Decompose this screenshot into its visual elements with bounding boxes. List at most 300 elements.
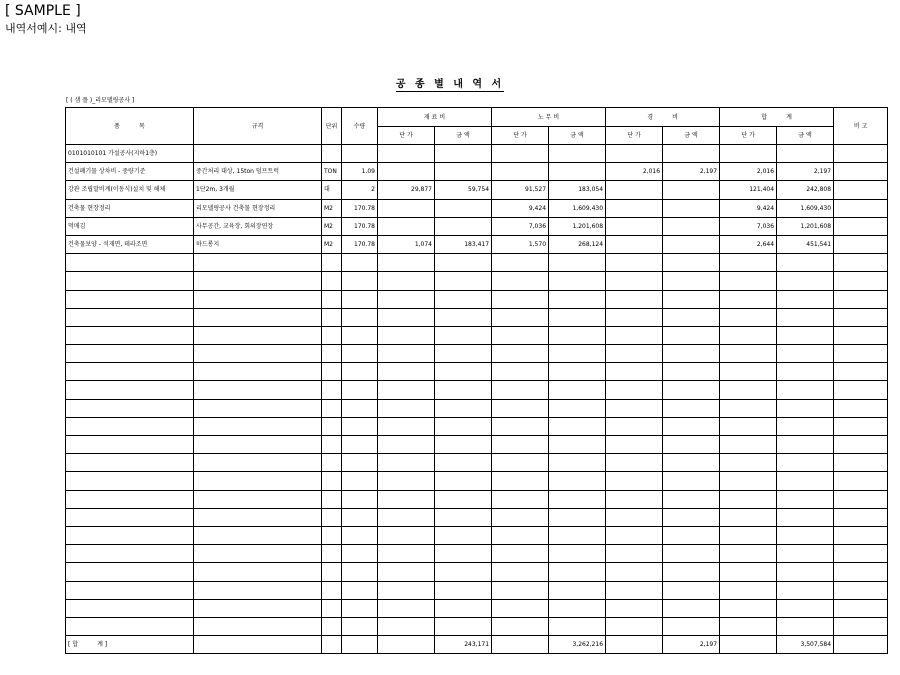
empty-cell: [834, 254, 888, 272]
spec-cell: 리모델링공사 건축물 현장정리: [194, 199, 322, 217]
labor-amount-cell: 268,124: [549, 235, 606, 253]
remark-cell: [834, 235, 888, 253]
empty-cell: [66, 472, 194, 490]
empty-cell: [66, 436, 194, 454]
empty-cell: [549, 599, 606, 617]
labor-unit-price-cell: 9,424: [492, 199, 549, 217]
empty-cell: [663, 326, 720, 344]
qty-cell: 2: [342, 181, 378, 199]
unit-cell: M2: [322, 217, 342, 235]
empty-cell: [435, 363, 492, 381]
empty-cell: [66, 454, 194, 472]
empty-cell: [720, 436, 777, 454]
empty-cell: [322, 399, 342, 417]
spec-cell: 하드롱지: [194, 235, 322, 253]
remark-cell: [834, 199, 888, 217]
empty-cell: [663, 581, 720, 599]
empty-cell: [492, 472, 549, 490]
empty-cell: [435, 526, 492, 544]
empty-cell: [834, 417, 888, 435]
total-row: [66, 636, 888, 654]
empty-cell: [194, 399, 322, 417]
empty-cell: [66, 272, 194, 290]
total-expense-amount-cell: 2,197: [663, 636, 720, 654]
empty-cell: [194, 308, 322, 326]
empty-cell: [549, 617, 606, 635]
header-labor: 노 무 비: [492, 108, 606, 127]
empty-cell: [322, 381, 342, 399]
empty-cell: [663, 436, 720, 454]
empty-row: [66, 436, 888, 454]
empty-cell: [606, 563, 663, 581]
empty-cell: [342, 545, 378, 563]
empty-cell: [492, 399, 549, 417]
unit-cell: M2: [322, 235, 342, 253]
empty-cell: [435, 545, 492, 563]
empty-cell: [378, 363, 435, 381]
empty-cell: [492, 272, 549, 290]
empty-cell: [66, 545, 194, 563]
empty-cell: [834, 490, 888, 508]
empty-cell: [606, 454, 663, 472]
empty-cell: [342, 472, 378, 490]
empty-cell: [720, 563, 777, 581]
empty-cell: [435, 326, 492, 344]
empty-cell: [777, 254, 834, 272]
empty-cell: [322, 617, 342, 635]
item-cell: 건축물 현장정리: [66, 199, 194, 217]
empty-cell: [66, 563, 194, 581]
empty-cell: [342, 290, 378, 308]
header-material: 재 료 비: [378, 108, 492, 127]
empty-cell: [322, 363, 342, 381]
empty-cell: [492, 599, 549, 617]
table-row: [66, 199, 888, 217]
header-qty: 수량: [342, 108, 378, 145]
header-item: 품 목: [66, 108, 194, 145]
empty-cell: [378, 545, 435, 563]
empty-cell: [834, 545, 888, 563]
empty-cell: [378, 399, 435, 417]
spec-cell: 1단2m, 3개월: [194, 181, 322, 199]
empty-cell: [720, 399, 777, 417]
empty-cell: [663, 599, 720, 617]
table-row: [66, 181, 888, 199]
empty-cell: [834, 381, 888, 399]
empty-cell: [606, 381, 663, 399]
empty-cell: [492, 417, 549, 435]
empty-cell: [342, 417, 378, 435]
empty-cell: [720, 290, 777, 308]
table-row: [66, 163, 888, 181]
empty-row: [66, 272, 888, 290]
empty-row: [66, 454, 888, 472]
qty-cell: 170.78: [342, 217, 378, 235]
header-material-amount: 금 액: [435, 127, 492, 145]
labor-amount-cell: 183,054: [549, 181, 606, 199]
header-total: 합 계: [720, 108, 834, 127]
empty-cell: [342, 617, 378, 635]
material-unit-price-cell: 29,877: [378, 181, 435, 199]
empty-cell: [435, 254, 492, 272]
empty-cell: [777, 417, 834, 435]
empty-cell: [378, 272, 435, 290]
empty-cell: [378, 636, 435, 654]
empty-cell: [606, 290, 663, 308]
empty-cell: [435, 290, 492, 308]
empty-cell: [720, 272, 777, 290]
empty-cell: [378, 381, 435, 399]
empty-cell: [342, 490, 378, 508]
empty-cell: [342, 345, 378, 363]
empty-cell: [492, 345, 549, 363]
expense-unit-price-cell: [606, 217, 663, 235]
empty-row: [66, 363, 888, 381]
empty-cell: [606, 272, 663, 290]
empty-cell: [663, 254, 720, 272]
empty-cell: [322, 636, 342, 654]
empty-cell: [378, 599, 435, 617]
empty-cell: [435, 399, 492, 417]
empty-cell: [66, 508, 194, 526]
empty-cell: [606, 526, 663, 544]
total-amount-cell: 451,541: [777, 235, 834, 253]
spec-cell: [194, 145, 322, 163]
empty-cell: [322, 599, 342, 617]
empty-cell: [322, 472, 342, 490]
empty-row: [66, 490, 888, 508]
empty-row: [66, 545, 888, 563]
empty-cell: [322, 563, 342, 581]
empty-cell: [606, 254, 663, 272]
labor-amount-cell: [549, 145, 606, 163]
empty-cell: [663, 454, 720, 472]
empty-cell: [194, 254, 322, 272]
empty-cell: [342, 581, 378, 599]
empty-cell: [322, 436, 342, 454]
empty-cell: [663, 308, 720, 326]
empty-cell: [435, 417, 492, 435]
empty-cell: [66, 254, 194, 272]
empty-cell: [606, 436, 663, 454]
empty-cell: [66, 399, 194, 417]
empty-cell: [777, 599, 834, 617]
total-labor-amount-cell: 3,262,216: [549, 636, 606, 654]
empty-cell: [322, 272, 342, 290]
total-label-cell: [ 합 계 ]: [66, 636, 194, 654]
expense-amount-cell: [663, 235, 720, 253]
total-unit-price-cell: 121,404: [720, 181, 777, 199]
empty-cell: [606, 345, 663, 363]
spec-cell: 사무공간, 교육장, 회의장연장: [194, 217, 322, 235]
empty-cell: [66, 308, 194, 326]
total-unit-price-cell: 2,016: [720, 163, 777, 181]
empty-cell: [378, 508, 435, 526]
total-amount-cell: 1,201,608: [777, 217, 834, 235]
empty-cell: [322, 581, 342, 599]
labor-amount-cell: 1,201,608: [549, 217, 606, 235]
empty-cell: [549, 508, 606, 526]
labor-unit-price-cell: [492, 145, 549, 163]
empty-cell: [777, 436, 834, 454]
empty-cell: [194, 454, 322, 472]
item-cell: 건설폐기물 상차비 - 중량기준: [66, 163, 194, 181]
empty-cell: [777, 472, 834, 490]
empty-cell: [378, 326, 435, 344]
empty-cell: [342, 308, 378, 326]
empty-cell: [378, 526, 435, 544]
empty-cell: [720, 526, 777, 544]
table-row: [66, 235, 888, 253]
expense-unit-price-cell: [606, 199, 663, 217]
empty-cell: [663, 363, 720, 381]
empty-cell: [194, 363, 322, 381]
empty-row: [66, 617, 888, 635]
labor-unit-price-cell: 1,570: [492, 235, 549, 253]
empty-cell: [663, 526, 720, 544]
empty-cell: [492, 563, 549, 581]
table-row: [66, 145, 888, 163]
empty-cell: [834, 636, 888, 654]
total-grand-amount-cell: 3,507,584: [777, 636, 834, 654]
empty-cell: [66, 345, 194, 363]
empty-cell: [342, 363, 378, 381]
empty-cell: [777, 381, 834, 399]
empty-cell: [777, 454, 834, 472]
empty-cell: [834, 345, 888, 363]
empty-cell: [66, 290, 194, 308]
empty-cell: [549, 472, 606, 490]
empty-cell: [549, 581, 606, 599]
empty-cell: [492, 636, 549, 654]
expense-amount-cell: [663, 217, 720, 235]
total-unit-price-cell: [720, 145, 777, 163]
empty-cell: [663, 381, 720, 399]
empty-cell: [549, 326, 606, 344]
empty-cell: [194, 617, 322, 635]
header-row-top: [66, 108, 888, 127]
header-remark: 비 고: [834, 108, 888, 145]
total-unit-price-cell: 7,036: [720, 217, 777, 235]
header-material-unit-price: 단 가: [378, 127, 435, 145]
empty-cell: [720, 472, 777, 490]
empty-cell: [378, 254, 435, 272]
empty-cell: [492, 508, 549, 526]
empty-cell: [378, 290, 435, 308]
cost-breakdown-table: [65, 107, 888, 654]
material-unit-price-cell: 1,074: [378, 235, 435, 253]
material-amount-cell: [435, 217, 492, 235]
empty-row: [66, 563, 888, 581]
empty-cell: [342, 526, 378, 544]
document-subtitle: 내역서예시: 내역: [5, 22, 87, 35]
empty-cell: [342, 272, 378, 290]
total-material-amount-cell: 243,171: [435, 636, 492, 654]
qty-cell: 170.78: [342, 235, 378, 253]
empty-cell: [435, 454, 492, 472]
labor-amount-cell: 1,609,430: [549, 199, 606, 217]
empty-cell: [435, 436, 492, 454]
empty-cell: [549, 308, 606, 326]
empty-cell: [663, 345, 720, 363]
remark-cell: [834, 217, 888, 235]
empty-cell: [777, 581, 834, 599]
empty-cell: [549, 454, 606, 472]
expense-unit-price-cell: [606, 145, 663, 163]
empty-cell: [492, 363, 549, 381]
expense-unit-price-cell: 2,016: [606, 163, 663, 181]
empty-cell: [777, 508, 834, 526]
empty-cell: [322, 308, 342, 326]
empty-cell: [834, 290, 888, 308]
empty-cell: [834, 599, 888, 617]
empty-cell: [720, 581, 777, 599]
empty-cell: [549, 363, 606, 381]
item-cell: 강관 조립말비계(이동식)설치 및 해체: [66, 181, 194, 199]
empty-cell: [66, 581, 194, 599]
empty-cell: [720, 254, 777, 272]
empty-row: [66, 308, 888, 326]
empty-cell: [322, 545, 342, 563]
empty-cell: [435, 563, 492, 581]
total-unit-price-cell: 9,424: [720, 199, 777, 217]
empty-cell: [492, 381, 549, 399]
empty-cell: [66, 617, 194, 635]
empty-cell: [378, 345, 435, 363]
empty-cell: [834, 399, 888, 417]
empty-cell: [378, 417, 435, 435]
empty-row: [66, 399, 888, 417]
empty-row: [66, 599, 888, 617]
empty-cell: [492, 581, 549, 599]
empty-cell: [606, 581, 663, 599]
empty-row: [66, 581, 888, 599]
total-amount-cell: 2,197: [777, 163, 834, 181]
empty-cell: [834, 454, 888, 472]
empty-cell: [549, 272, 606, 290]
empty-cell: [194, 272, 322, 290]
expense-amount-cell: [663, 181, 720, 199]
empty-cell: [342, 436, 378, 454]
empty-cell: [606, 617, 663, 635]
labor-unit-price-cell: [492, 163, 549, 181]
empty-cell: [194, 436, 322, 454]
empty-cell: [194, 381, 322, 399]
material-unit-price-cell: [378, 217, 435, 235]
material-unit-price-cell: [378, 199, 435, 217]
unit-cell: M2: [322, 199, 342, 217]
empty-cell: [378, 436, 435, 454]
empty-cell: [777, 399, 834, 417]
empty-cell: [834, 526, 888, 544]
material-unit-price-cell: [378, 145, 435, 163]
empty-cell: [720, 617, 777, 635]
unit-cell: TON: [322, 163, 342, 181]
empty-cell: [549, 563, 606, 581]
empty-cell: [194, 472, 322, 490]
header-total-amount: 금 액: [777, 127, 834, 145]
empty-cell: [777, 545, 834, 563]
empty-cell: [342, 599, 378, 617]
empty-cell: [606, 636, 663, 654]
remark-cell: [834, 163, 888, 181]
empty-cell: [834, 472, 888, 490]
empty-cell: [194, 636, 322, 654]
item-cell: 건축물보양 - 석재면, 테라조면: [66, 235, 194, 253]
empty-row: [66, 472, 888, 490]
empty-cell: [66, 490, 194, 508]
empty-cell: [834, 272, 888, 290]
labor-amount-cell: [549, 163, 606, 181]
empty-cell: [492, 526, 549, 544]
empty-cell: [322, 254, 342, 272]
empty-row: [66, 526, 888, 544]
empty-cell: [663, 545, 720, 563]
empty-cell: [720, 363, 777, 381]
empty-cell: [66, 381, 194, 399]
empty-cell: [66, 326, 194, 344]
material-unit-price-cell: [378, 163, 435, 181]
empty-cell: [777, 563, 834, 581]
empty-cell: [194, 490, 322, 508]
table-row: [66, 217, 888, 235]
empty-cell: [777, 490, 834, 508]
empty-cell: [663, 472, 720, 490]
total-unit-price-cell: 2,644: [720, 235, 777, 253]
empty-cell: [834, 436, 888, 454]
expense-amount-cell: 2,197: [663, 163, 720, 181]
empty-cell: [834, 617, 888, 635]
empty-cell: [66, 363, 194, 381]
empty-cell: [342, 563, 378, 581]
empty-cell: [663, 563, 720, 581]
empty-cell: [492, 436, 549, 454]
empty-cell: [720, 308, 777, 326]
empty-cell: [720, 636, 777, 654]
empty-cell: [663, 617, 720, 635]
material-amount-cell: [435, 199, 492, 217]
spec-cell: 중간처리 대상, 15ton 덤프트럭: [194, 163, 322, 181]
empty-cell: [322, 490, 342, 508]
empty-cell: [777, 363, 834, 381]
empty-cell: [777, 272, 834, 290]
empty-cell: [194, 526, 322, 544]
expense-unit-price-cell: [606, 181, 663, 199]
empty-cell: [194, 417, 322, 435]
empty-cell: [492, 254, 549, 272]
header-expense-unit-price: 단 가: [606, 127, 663, 145]
empty-cell: [492, 545, 549, 563]
empty-cell: [606, 326, 663, 344]
empty-cell: [342, 508, 378, 526]
empty-cell: [378, 490, 435, 508]
labor-unit-price-cell: 7,036: [492, 217, 549, 235]
empty-cell: [549, 545, 606, 563]
empty-cell: [606, 545, 663, 563]
empty-cell: [492, 617, 549, 635]
empty-cell: [606, 472, 663, 490]
empty-cell: [378, 581, 435, 599]
empty-cell: [606, 490, 663, 508]
empty-cell: [834, 326, 888, 344]
empty-row: [66, 417, 888, 435]
sample-label: [ SAMPLE ]: [5, 3, 81, 19]
empty-cell: [378, 472, 435, 490]
empty-cell: [777, 526, 834, 544]
empty-cell: [606, 508, 663, 526]
empty-cell: [663, 272, 720, 290]
empty-row: [66, 381, 888, 399]
